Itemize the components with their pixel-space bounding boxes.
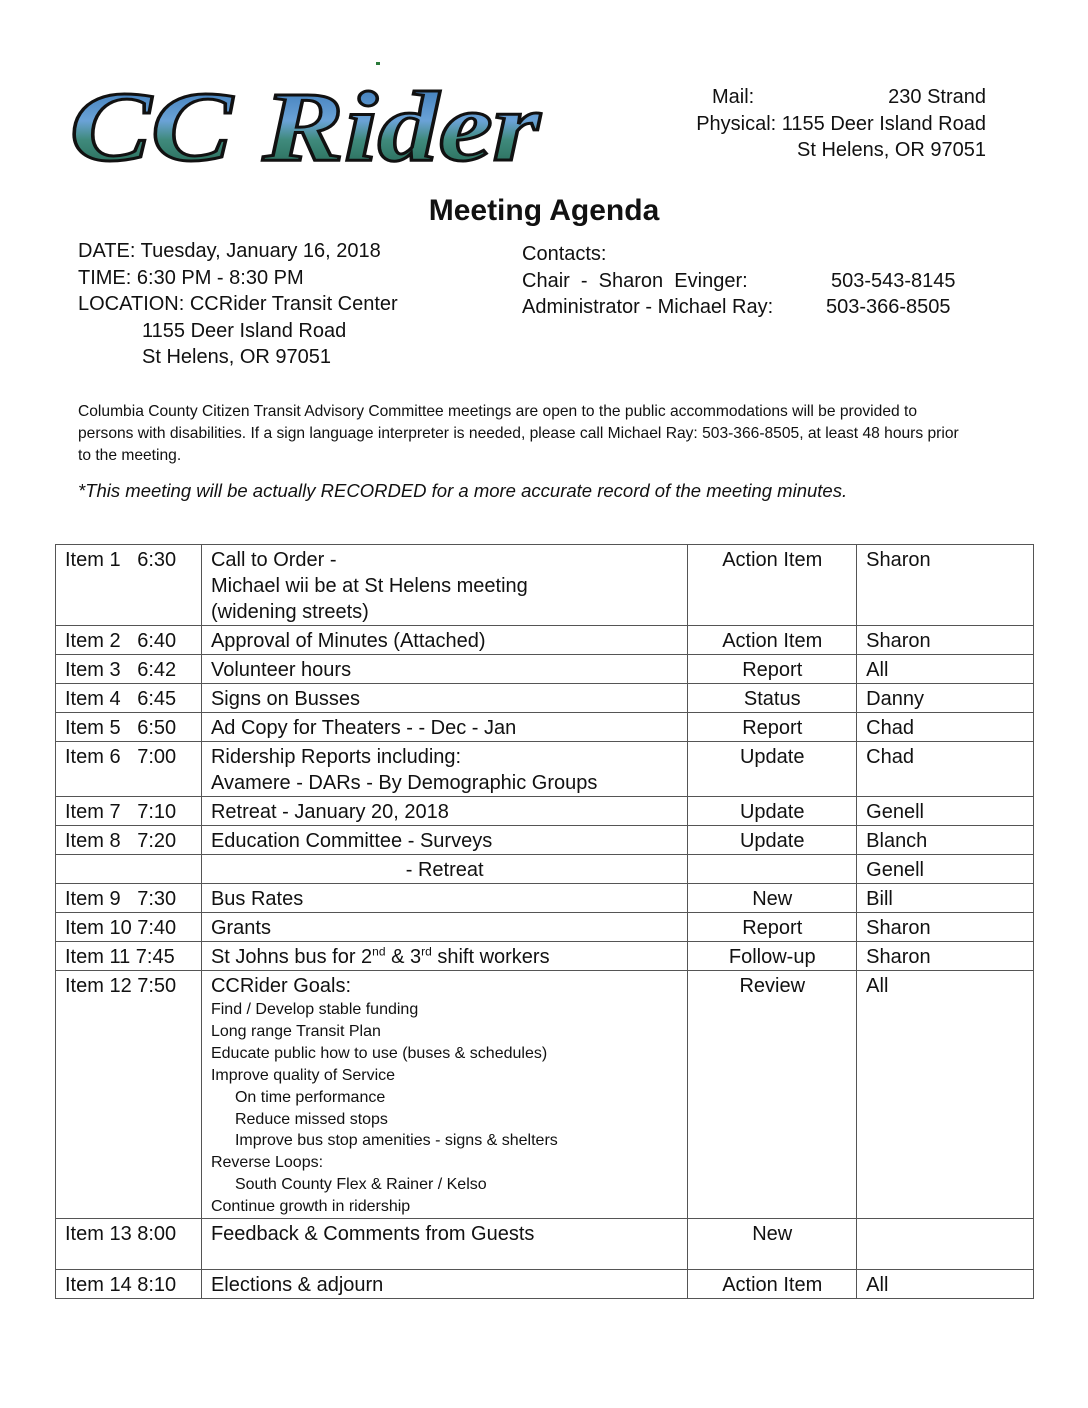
meeting-time: TIME: 6:30 PM - 8:30 PM — [78, 266, 304, 289]
topic-line: Avamere - DARs - By Demographic Groups — [210, 772, 598, 794]
topic-line: Michael wii be at St Helens meeting — [210, 575, 528, 597]
mail-value: 230 Strand — [888, 86, 986, 108]
item-topic — [201, 942, 687, 971]
contact-name: Administrator - Michael Ray: — [522, 296, 774, 318]
item-owner: Danny — [857, 684, 1034, 713]
table-row — [56, 684, 1034, 713]
item-owner: Genell — [857, 855, 1034, 884]
accessibility-notice: Columbia County Citizen Transit Advisory Committee meetings are open to the public accommodations will be provided to persons with disabilities. If a sign language interpreter is needed, please call Michael Ray: 503-366-8505, at least 48 hours prior to the meeting. — [78, 403, 959, 464]
topic-text: Call to Order - — [210, 549, 337, 571]
topic-line: (widening streets) — [210, 601, 369, 623]
meeting-location: LOCATION: CCRider Transit Center — [78, 293, 398, 315]
item-owner: Sharon — [857, 913, 1034, 942]
item-number-time: Item 13 8:00 — [56, 1219, 202, 1270]
item-topic: Feedback & Comments from Guests — [201, 1219, 687, 1270]
contact-name: Chair - Sharon Evinger: — [522, 269, 748, 292]
table-row — [56, 797, 1034, 826]
goal-item: Find / Develop stable funding — [210, 1001, 419, 1018]
meeting-date: DATE: Tuesday, January 16, 2018 — [78, 240, 381, 262]
item-topic: Ad Copy for Theaters - - Dec - Jan — [201, 713, 687, 742]
mail-address — [660, 84, 986, 111]
item-type: Follow-up — [688, 942, 857, 971]
item-type: Update — [688, 797, 857, 826]
item-topic: Elections & adjourn — [201, 1270, 687, 1299]
table-row — [56, 971, 1034, 1219]
item-type: Review — [688, 971, 857, 1219]
table-row — [56, 942, 1034, 971]
goal-item: Continue growth in ridership — [210, 1198, 411, 1216]
item-type: Report — [688, 913, 857, 942]
item-type: Action Item — [688, 545, 857, 626]
table-row — [56, 884, 1034, 913]
item-number-time: Item 1 6:30 — [56, 545, 202, 626]
mail-label: Mail: — [712, 86, 755, 108]
ordinal-suffix: rd — [421, 944, 432, 959]
goal-item: Educate public how to use (buses & schedules) — [210, 1044, 548, 1062]
item-topic — [201, 742, 687, 797]
contact-phone: 503-543-8145 — [831, 269, 956, 292]
item-type: Report — [688, 713, 857, 742]
contacts-heading: Contacts: — [522, 243, 607, 265]
contact-administrator — [522, 294, 982, 321]
item-topic — [201, 545, 687, 626]
topic-text: St Johns bus for 2 — [210, 946, 373, 968]
item-topic: Grants — [201, 913, 687, 942]
contact-phone: 503-366-8505 — [826, 296, 951, 318]
item-owner — [857, 1219, 1034, 1270]
item-owner: Genell — [857, 797, 1034, 826]
item-number-time: Item 11 7:45 — [56, 942, 202, 971]
item-owner: All — [857, 971, 1034, 1219]
table-row — [56, 1270, 1034, 1299]
item-topic: Bus Rates — [201, 884, 687, 913]
table-row — [56, 855, 1034, 884]
item-number-time: Item 3 6:42 — [56, 655, 202, 684]
item-topic: Signs on Busses — [201, 684, 687, 713]
item-number-time: Item 5 6:50 — [56, 713, 202, 742]
goal-item: On time performance — [234, 1088, 386, 1106]
table-row — [56, 655, 1034, 684]
meeting-details — [78, 238, 398, 371]
item-owner: Sharon — [857, 626, 1034, 655]
physical-value: 1155 Deer Island Road — [781, 112, 986, 135]
table-row — [56, 545, 1034, 626]
topic-text: & 3 — [385, 946, 422, 968]
item-topic: Volunteer hours — [201, 655, 687, 684]
goal-item: Reverse Loops: — [210, 1154, 324, 1172]
item-owner: Sharon — [857, 942, 1034, 971]
item-number-time: Item 9 7:30 — [56, 884, 202, 913]
contacts-block — [522, 241, 982, 321]
logo-mark — [376, 62, 380, 65]
item-type: Update — [688, 742, 857, 797]
item-number-time: Item 6 7:00 — [56, 742, 202, 797]
item-number-time: Item 10 7:40 — [56, 913, 202, 942]
item-number-time: Item 14 8:10 — [56, 1270, 202, 1299]
item-number-time — [56, 855, 202, 884]
ordinal-suffix: nd — [372, 944, 386, 959]
item-topic: Retreat - January 20, 2018 — [201, 797, 687, 826]
item-owner: All — [857, 655, 1034, 684]
goal-item: Long range Transit Plan — [210, 1022, 381, 1040]
goal-item: Reduce missed stops — [234, 1110, 388, 1128]
item-owner: Chad — [857, 742, 1034, 797]
goal-item: Improve quality of Service — [210, 1066, 396, 1084]
item-owner: Sharon — [857, 545, 1034, 626]
item-type — [688, 855, 857, 884]
item-owner: Blanch — [857, 826, 1034, 855]
topic-text: shift workers — [431, 946, 550, 968]
item-topic — [201, 971, 687, 1219]
item-topic: Education Committee - Surveys — [201, 826, 687, 855]
item-topic: - Retreat — [201, 855, 687, 884]
city-line — [660, 137, 986, 164]
item-type: Update — [688, 826, 857, 855]
address-block — [660, 84, 986, 164]
item-number-time: Item 2 6:40 — [56, 626, 202, 655]
item-type: New — [688, 884, 857, 913]
item-type: Action Item — [688, 1270, 857, 1299]
physical-address — [660, 111, 986, 138]
item-number-time: Item 12 7:50 — [56, 971, 202, 1219]
item-number-time: Item 4 6:45 — [56, 684, 202, 713]
item-type: Status — [688, 684, 857, 713]
table-row — [56, 626, 1034, 655]
table-row — [56, 826, 1034, 855]
item-owner: All — [857, 1270, 1034, 1299]
table-row — [56, 713, 1034, 742]
table-row — [56, 913, 1034, 942]
topic-text: CCRider Goals: — [210, 975, 352, 997]
cc-rider-logo — [66, 80, 550, 172]
item-number-time: Item 8 7:20 — [56, 826, 202, 855]
table-row — [56, 1219, 1034, 1270]
physical-label: Physical: — [696, 112, 777, 135]
item-type: Action Item — [688, 626, 857, 655]
location-city: St Helens, OR 97051 — [142, 346, 331, 368]
goals-list — [211, 999, 678, 1218]
item-owner: Bill — [857, 884, 1034, 913]
recording-note: *This meeting will be actually RECORDED for a more accurate record of the meeting minutes. — [78, 480, 848, 501]
goal-item: Improve bus stop amenities - signs & shelters — [234, 1132, 558, 1150]
goal-item: South County Flex & Rainer / Kelso — [234, 1176, 487, 1194]
city-text: St Helens, OR 97051 — [797, 139, 986, 161]
table-row — [56, 742, 1034, 797]
agenda-table — [55, 544, 1034, 1299]
topic-text: Ridership Reports including: — [210, 746, 462, 768]
item-type: Report — [688, 655, 857, 684]
item-number-time: Item 7 7:10 — [56, 797, 202, 826]
item-type: New — [688, 1219, 857, 1270]
contact-chair — [522, 268, 982, 295]
item-owner: Chad — [857, 713, 1034, 742]
item-topic: Approval of Minutes (Attached) — [201, 626, 687, 655]
logo-text: CC Rider — [70, 80, 542, 172]
location-street: 1155 Deer Island Road — [142, 319, 347, 342]
page-title: Meeting Agenda — [428, 194, 660, 227]
